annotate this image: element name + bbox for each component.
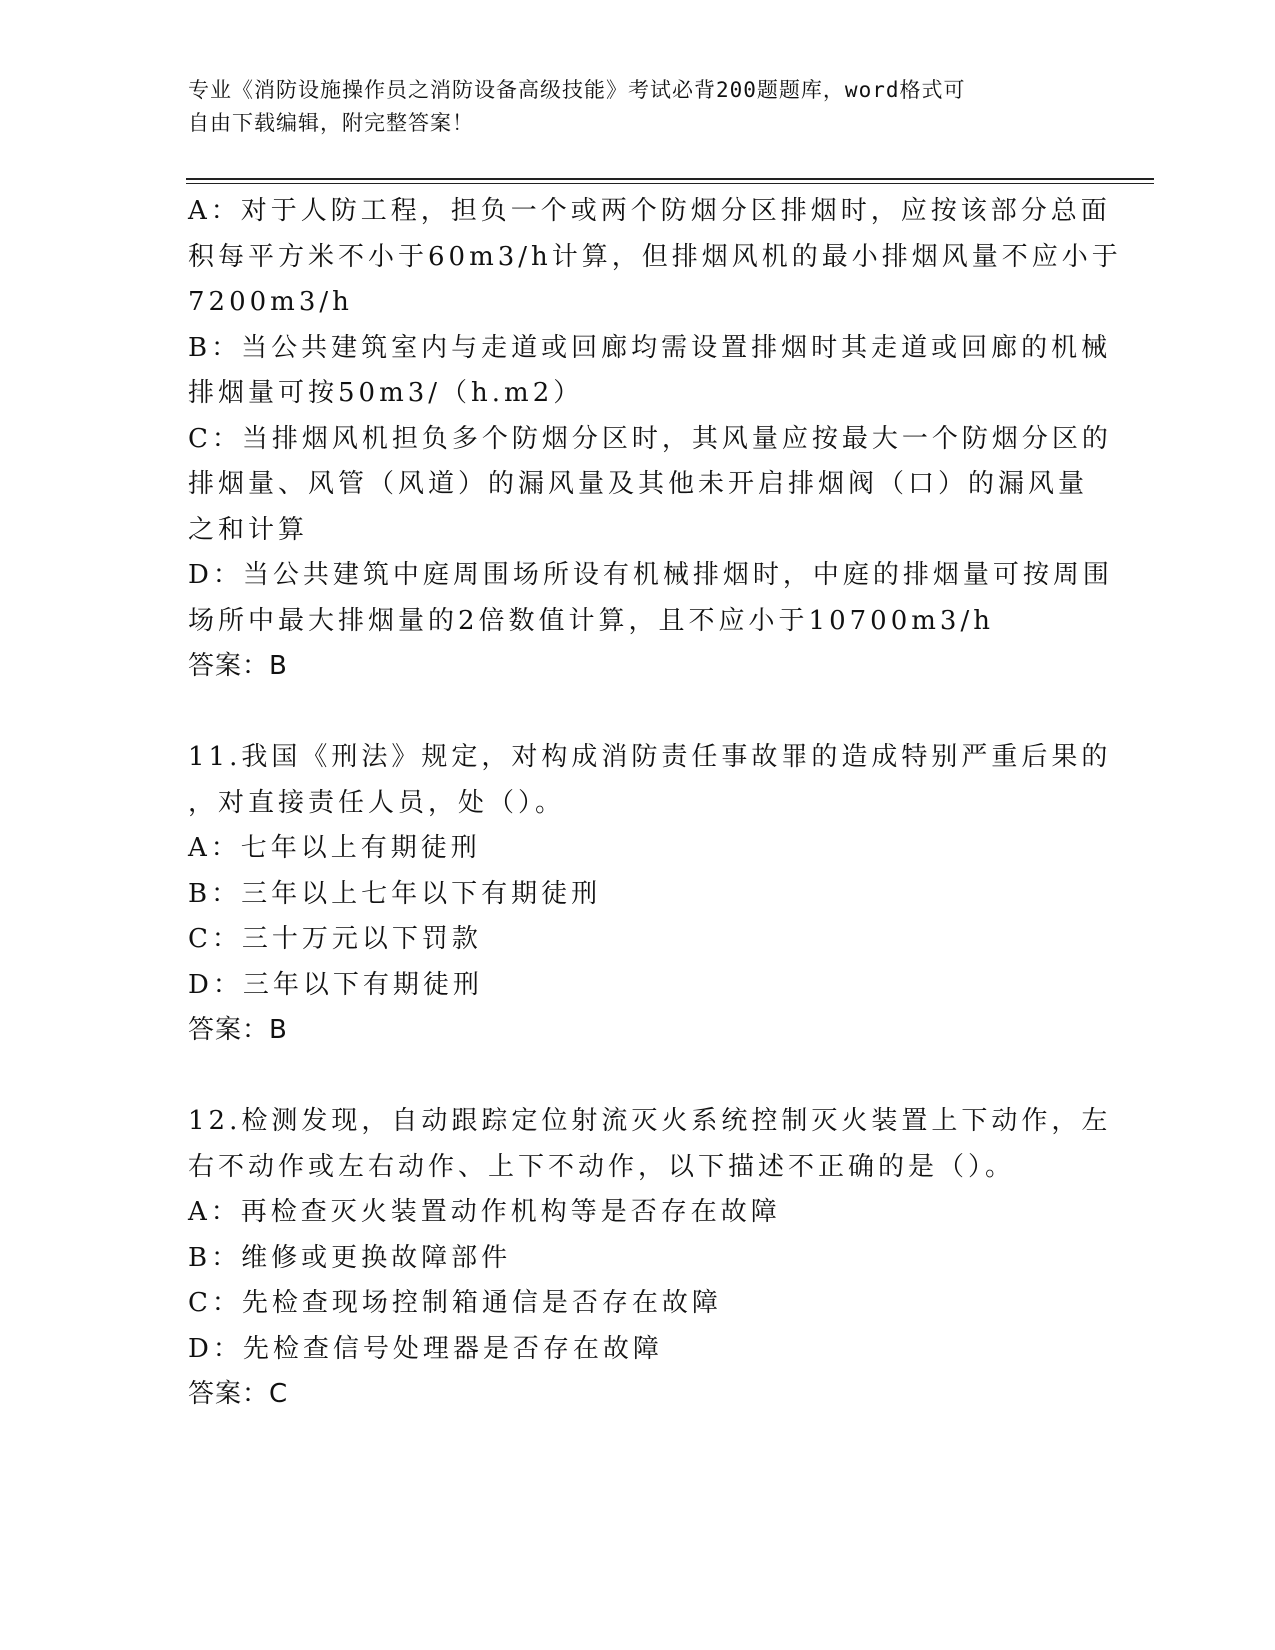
document-body	[188, 189, 1122, 1418]
option-a: A：七年以上有期徒刑	[188, 833, 481, 863]
option-line: 之和计算	[188, 514, 309, 545]
answer-label: 答案：C	[188, 1379, 289, 1409]
option-b	[188, 326, 1112, 417]
answer-label: 答案：B	[188, 651, 288, 681]
option-line: 积每平方米不小于60m3/h计算，但排烟风机的最小排烟风量不应小于	[188, 241, 1122, 272]
option-b: B：维修或更换故障部件	[188, 1242, 512, 1273]
question-stem: 11.我国《刑法》规定，对构成消防责任事故罪的造成特别严重后果的	[188, 742, 1112, 772]
header-line-2: 自由下载编辑，附完整答案！	[188, 111, 474, 135]
option-c	[188, 417, 1112, 554]
header-divider-thick	[186, 178, 1154, 180]
option-line: 排烟量可按50m3/（h.m2）	[188, 378, 584, 408]
option-line: 排烟量、风管（风道）的漏风量及其他未开启排烟阀（口）的漏风量	[188, 469, 1089, 499]
document-header	[188, 74, 1088, 140]
question-gap	[188, 1054, 1088, 1100]
option-d: D：先检查信号处理器是否存在故障	[188, 1333, 663, 1364]
option-b: B：三年以上七年以下有期徒刑	[188, 878, 602, 909]
option-line: C：当排烟风机担负多个防烟分区时，其风量应按最大一个防烟分区的	[188, 423, 1112, 454]
question-prev	[188, 189, 1122, 690]
question-stem: 右不动作或左右动作、上下不动作，以下描述不正确的是（）。	[188, 1151, 1016, 1182]
question-stem: ，对直接责任人员，处（）。	[188, 787, 566, 818]
option-d: D：三年以下有期徒刑	[188, 969, 483, 1000]
header-divider-thin	[186, 183, 1154, 184]
option-line: D：当公共建筑中庭周围场所设有机械排烟时，中庭的排烟量可按周围	[188, 560, 1113, 590]
option-d	[188, 553, 1113, 644]
option-line: 7200m3/h	[188, 287, 353, 317]
question-11	[188, 735, 1112, 1054]
option-c: C：先检查现场控制箱通信是否存在故障	[188, 1288, 722, 1318]
option-line: B：当公共建筑室内与走道或回廊均需设置排烟时其走道或回廊的机械	[188, 332, 1112, 363]
option-a: A：再检查灭火装置动作机构等是否存在故障	[188, 1197, 781, 1227]
option-line: A：对于人防工程，担负一个或两个防烟分区排烟时，应按该部分总面	[188, 196, 1111, 226]
option-a	[188, 189, 1122, 326]
question-stem: 12.检测发现，自动跟踪定位射流灭火系统控制灭火装置上下动作，左	[188, 1106, 1112, 1136]
option-c: C：三十万元以下罚款	[188, 924, 482, 954]
question-gap	[188, 690, 1088, 736]
option-line: 场所中最大排烟量的2倍数值计算，且不应小于10700m3/h	[188, 605, 994, 636]
question-12	[188, 1099, 1112, 1418]
header-line-1: 专业《消防设施操作员之消防设备高级技能》考试必背200题题库，word格式可	[188, 78, 966, 102]
answer-label: 答案：B	[188, 1015, 288, 1045]
